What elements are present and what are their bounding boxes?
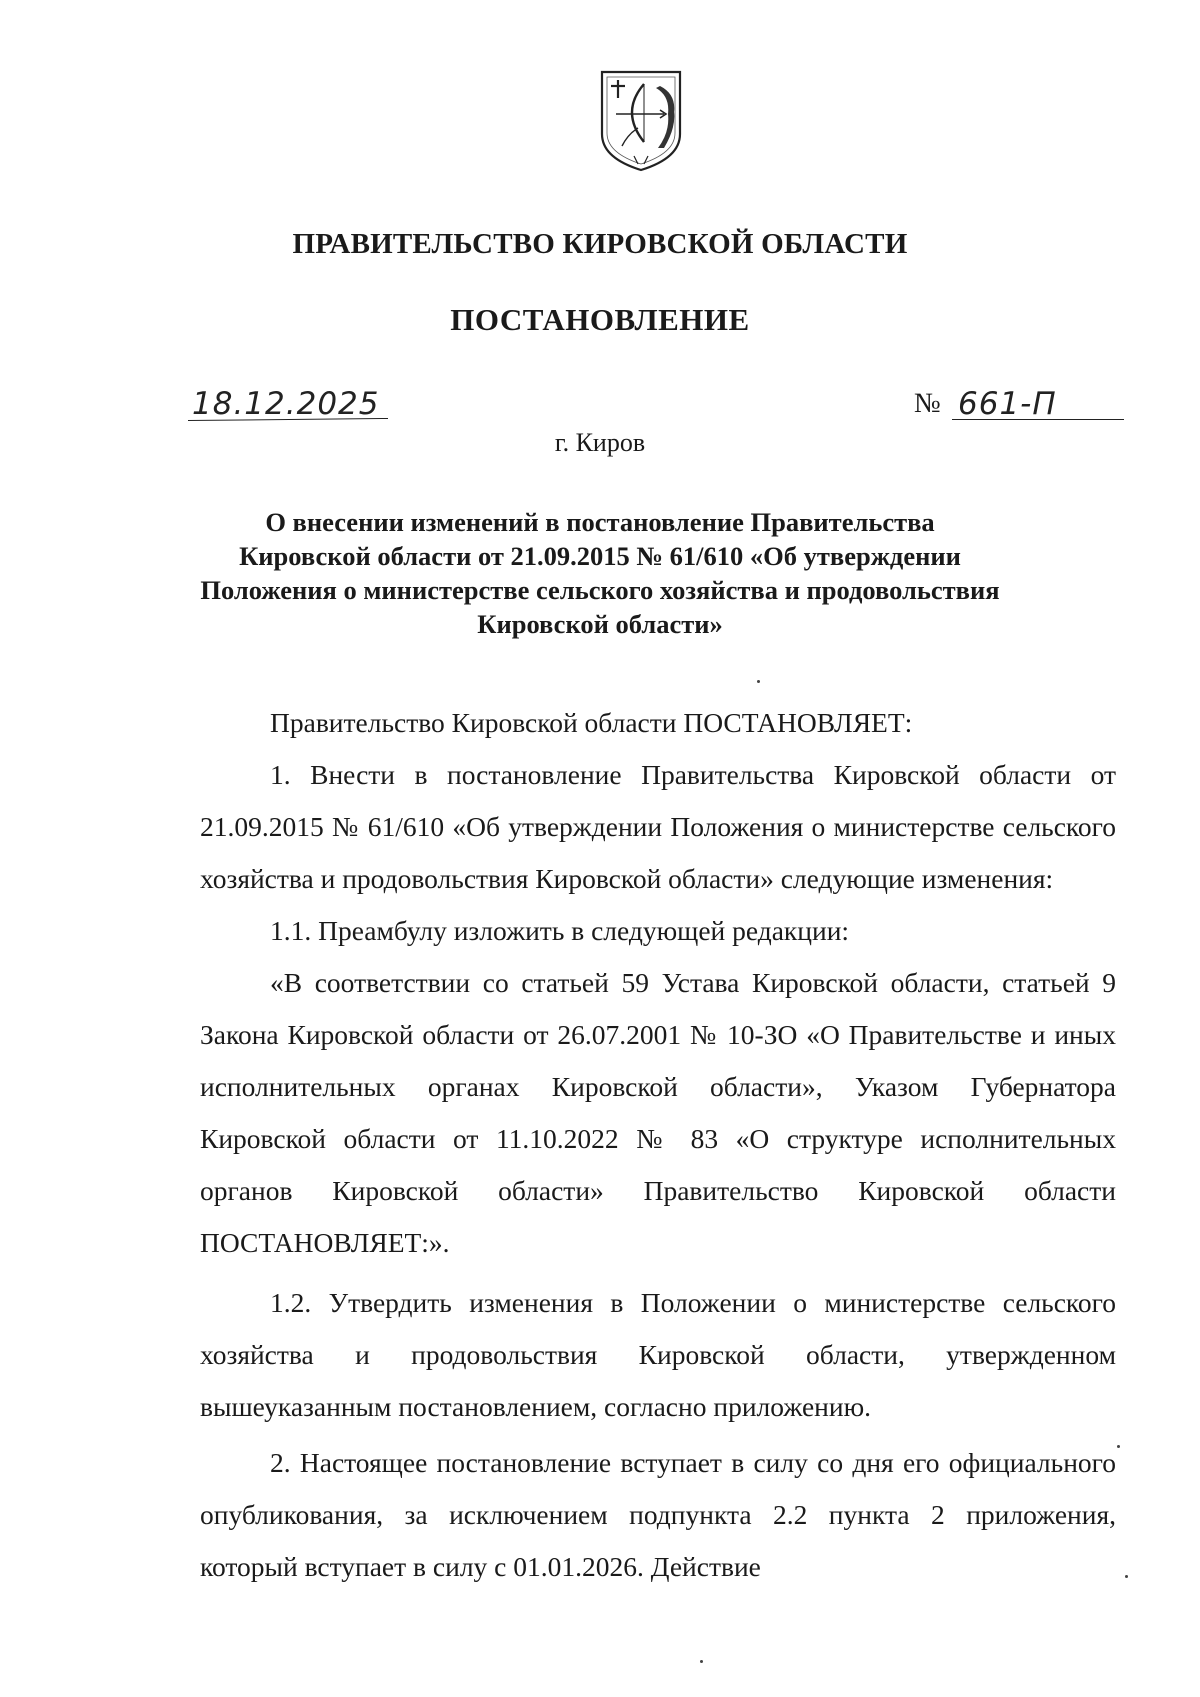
document-date: 18.12.2025 <box>192 386 380 422</box>
body-paragraph: 1.1. Преамбулу изложить в следующей редакции: <box>270 915 850 946</box>
city-name: г. Киров <box>554 428 646 457</box>
document-number-field <box>914 386 1124 422</box>
body-paragraph: 2. Настоящее постановление вступает в силу со дня его официального опубликования, за исключением подпункта 2.2 пункта 2 приложения, который вступает в силу с 01.01.2026. Действие <box>200 1447 1116 1582</box>
number-underline <box>952 419 1124 420</box>
document-body <box>200 697 1116 1593</box>
subject-line: Кировской области» <box>477 609 723 639</box>
body-paragraph: 1. Внести в постановление Правительства Кировской области от 21.09.2015 № 61/610 «Об утверждении Положения о министерстве сельского хозяйства и продовольствия Кировской области» следующие изменения: <box>200 759 1116 894</box>
body-paragraph: Правительство Кировской области ПОСТАНОВЛЯЕТ: <box>270 707 913 738</box>
subject-line: Положения о министерстве сельского хозяйства и продовольствия <box>200 575 1000 605</box>
organization-title: ПРАВИТЕЛЬСТВО КИРОВСКОЙ ОБЛАСТИ <box>292 228 908 260</box>
document-type-heading: ПОСТАНОВЛЕНИЕ <box>450 302 750 337</box>
document-date-field <box>188 386 388 422</box>
document-subject <box>200 505 1000 641</box>
body-paragraph: 1.2. Утвердить изменения в Положении о министерстве сельского хозяйства и продовольствия Кировской области, утвержденном вышеуказанным постановлением, согласно приложению. <box>200 1287 1116 1422</box>
body-paragraph: «В соответствии со статьей 59 Устава Кировской области, статьей 9 Закона Кировской области от 26.07.2001 № 10-ЗО «О Правительстве и иных исполнительных органах Кировской области», Указом Губернатора Кировской области от 11.10.2022 № 83 «О структуре исполнительных органов Кировской области» Правительство Кировской области ПОСТАНОВЛЯЕТ:». <box>200 967 1116 1258</box>
document-number: 661-П <box>958 386 1057 422</box>
number-sign: № <box>914 388 941 419</box>
coat-of-arms-icon <box>598 68 684 172</box>
scan-speck <box>700 1660 703 1663</box>
scan-speck <box>1125 1575 1128 1578</box>
scan-speck <box>757 680 760 683</box>
scan-speck <box>1117 1445 1120 1448</box>
subject-line: Кировской области от 21.09.2015 № 61/610 «Об утверждении <box>239 541 961 571</box>
subject-line: О внесении изменений в постановление Правительства <box>265 507 935 537</box>
